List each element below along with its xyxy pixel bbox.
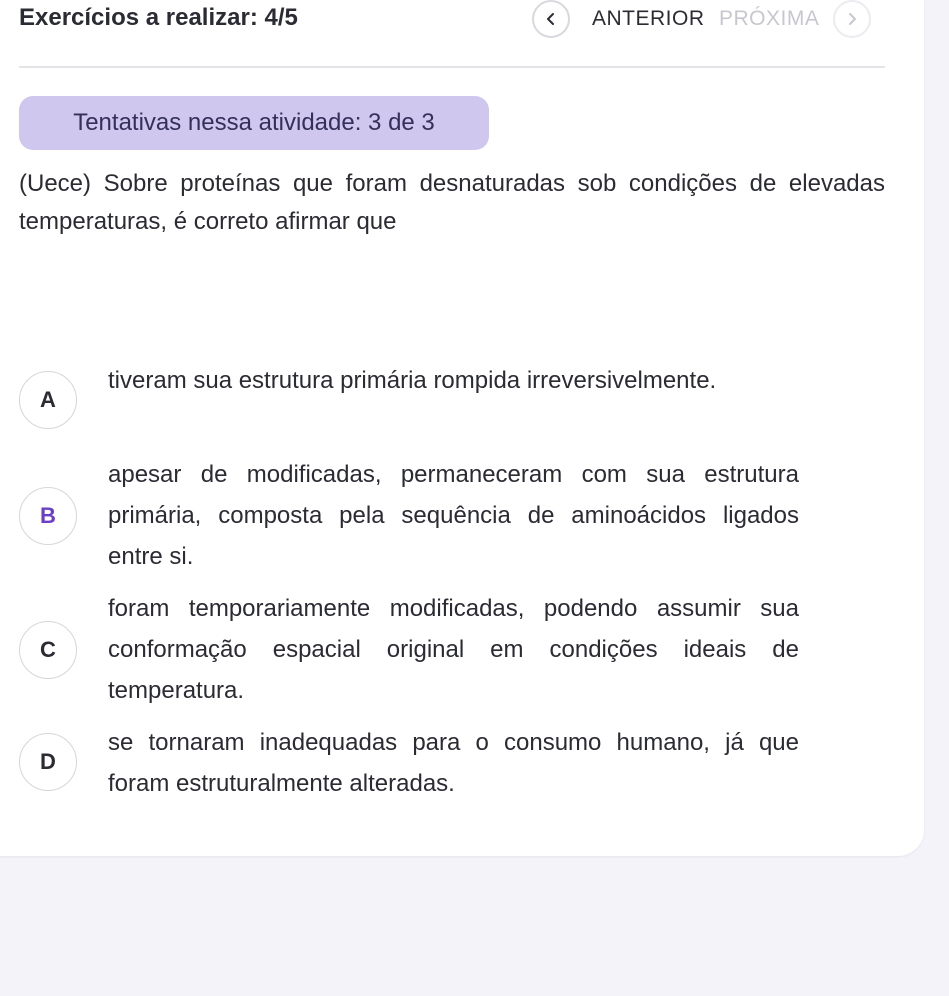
exercise-progress-title: Exercícios a realizar: 4/5 bbox=[19, 4, 298, 31]
next-button[interactable] bbox=[719, 0, 871, 38]
option-a[interactable] bbox=[19, 360, 799, 442]
attempts-badge bbox=[19, 96, 489, 150]
next-label: PRÓXIMA bbox=[719, 7, 820, 30]
chevron-right-icon[interactable] bbox=[833, 0, 871, 38]
exercise-header bbox=[19, 0, 885, 40]
chevron-left-icon[interactable] bbox=[532, 0, 570, 38]
option-letter[interactable]: A bbox=[19, 371, 77, 429]
previous-label: ANTERIOR bbox=[592, 7, 705, 30]
option-letter[interactable]: D bbox=[19, 733, 77, 791]
option-text[interactable]: se tornaram inadequadas para o consumo humano, já que foram estruturalmente alteradas. bbox=[108, 729, 799, 797]
question-text: (Uece) Sobre proteínas que foram desnaturadas sob condições de elevadas temperaturas, é correto afirmar que bbox=[19, 170, 885, 235]
option-c[interactable] bbox=[19, 588, 799, 711]
option-text[interactable]: foram temporariamente modificadas, podendo assumir sua conformação espacial original em condições ideais de temperatura. bbox=[108, 595, 799, 704]
previous-button[interactable] bbox=[532, 0, 705, 38]
attempts-text: Tentativas nessa atividade: 3 de 3 bbox=[73, 109, 435, 136]
option-text[interactable]: apesar de modificadas, permaneceram com sua estrutura primária, composta pela sequência de aminoácidos ligados entre si. bbox=[108, 461, 799, 570]
header-divider bbox=[19, 66, 885, 68]
option-d[interactable] bbox=[19, 722, 799, 804]
option-letter[interactable]: B bbox=[19, 487, 77, 545]
option-b[interactable] bbox=[19, 454, 799, 577]
option-text[interactable]: tiveram sua estrutura primária rompida irreversivelmente. bbox=[108, 367, 717, 394]
option-letter[interactable]: C bbox=[19, 621, 77, 679]
